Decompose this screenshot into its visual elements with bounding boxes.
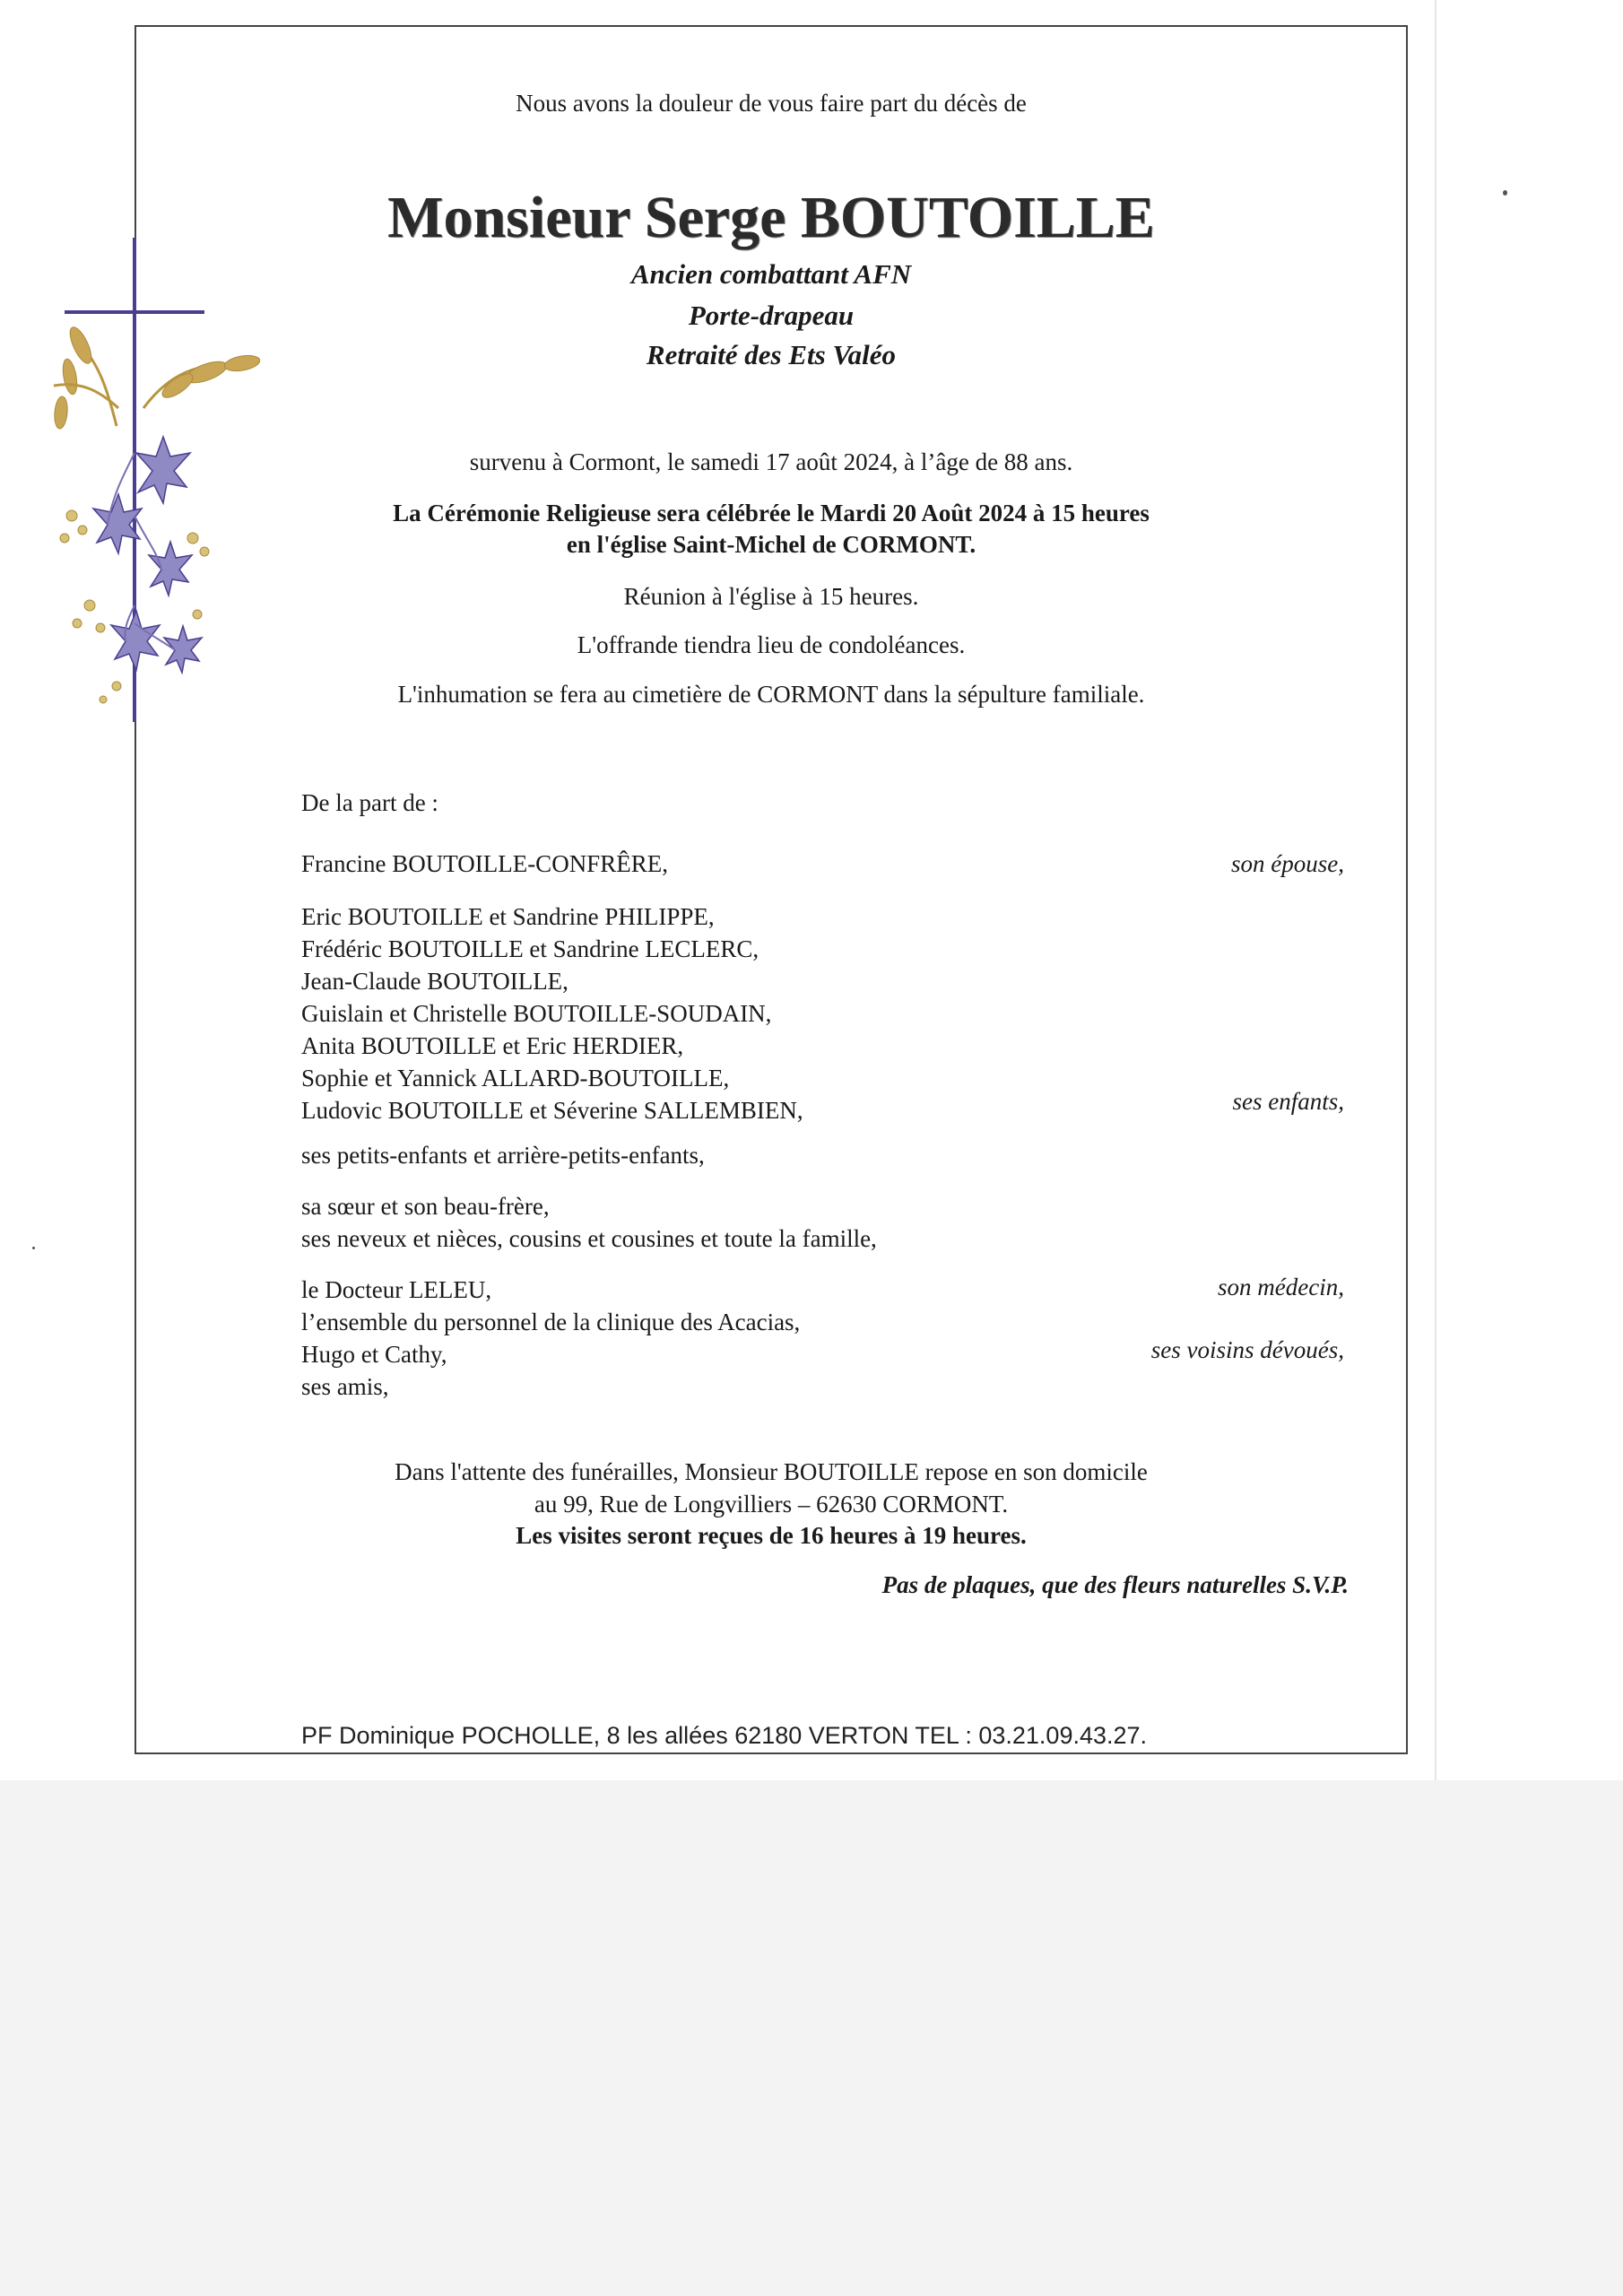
doctor: le Docteur LELEU, — [301, 1276, 492, 1303]
funeral-home-footer: PF Dominique POCHOLLE, 8 les allées 62180 VERTON TEL : 03.21.09.43.27. — [301, 1722, 1148, 1749]
clinic-staff: l’ensemble du personnel de la clinique des Acacias, — [301, 1309, 801, 1335]
grandchildren: ses petits-enfants et arrière-petits-enfants, — [301, 1142, 705, 1169]
title-retired: Retraité des Ets Valéo — [646, 339, 897, 370]
deceased-name: Monsieur Serge BOUTOILLE — [387, 185, 1155, 250]
visitation-line-1: Dans l'attente des funérailles, Monsieur BOUTOILLE repose en son domicile — [395, 1458, 1148, 1485]
burial-info: L'inhumation se fera au cimetière de CORMONT dans la sépulture familiale. — [397, 681, 1145, 708]
scan-background — [0, 1780, 1623, 2296]
doctor-relation: son médecin, — [1218, 1274, 1344, 1300]
title-flag-bearer: Porte-drapeau — [688, 300, 855, 331]
child-2: Frédéric BOUTOILLE et Sandrine LECLERC, — [301, 935, 759, 962]
child-5: Anita BOUTOILLE et Eric HERDIER, — [301, 1032, 684, 1059]
friends: ses amis, — [301, 1373, 389, 1400]
title-veteran: Ancien combattant AFN — [630, 258, 912, 290]
neighbours-relation: ses voisins dévoués, — [1150, 1336, 1344, 1363]
children-relation: ses enfants, — [1232, 1088, 1344, 1115]
visitation-hours: Les visites seront reçues de 16 heures à 19 heures. — [516, 1522, 1027, 1549]
extended-family: ses neveux et nièces, cousins et cousines et toute la famille, — [301, 1225, 877, 1252]
intro-text: Nous avons la douleur de vous faire part du décès de — [516, 90, 1027, 117]
flowers-note: Pas de plaques, que des fleurs naturelles S.V.P. — [881, 1571, 1349, 1598]
child-3: Jean-Claude BOUTOILLE, — [301, 968, 568, 995]
spouse-name: Francine BOUTOILLE-CONFRÊRE, — [301, 850, 668, 877]
ceremony-line-1: La Cérémonie Religieuse sera célébrée le Mardi 20 Août 2024 à 15 heures — [393, 500, 1150, 526]
child-7: Ludovic BOUTOILLE et Séverine SALLEMBIEN, — [301, 1097, 803, 1124]
page-edge — [1435, 0, 1436, 1780]
family-heading: De la part de : — [301, 789, 438, 816]
spouse-relation: son épouse, — [1231, 850, 1344, 877]
ceremony-line-2: en l'église Saint-Michel de CORMONT. — [566, 531, 976, 558]
child-4: Guislain et Christelle BOUTOILLE-SOUDAIN, — [301, 1000, 772, 1027]
death-details: survenu à Cormont, le samedi 17 août 2024, à l’âge de 88 ans. — [469, 448, 1073, 475]
neighbours: Hugo et Cathy, — [301, 1341, 447, 1368]
offering-info: L'offrande tiendra lieu de condoléances. — [577, 631, 966, 658]
child-1: Eric BOUTOILLE et Sandrine PHILIPPE, — [301, 903, 715, 930]
visitation-line-2: au 99, Rue de Longvilliers – 62630 CORMONT. — [534, 1491, 1009, 1518]
meeting-info: Réunion à l'église à 15 heures. — [623, 583, 919, 610]
scan-speck — [1503, 190, 1507, 196]
scan-speck — [32, 1247, 35, 1249]
sibling: sa sœur et son beau-frère, — [301, 1193, 550, 1220]
child-6: Sophie et Yannick ALLARD-BOUTOILLE, — [301, 1065, 730, 1091]
